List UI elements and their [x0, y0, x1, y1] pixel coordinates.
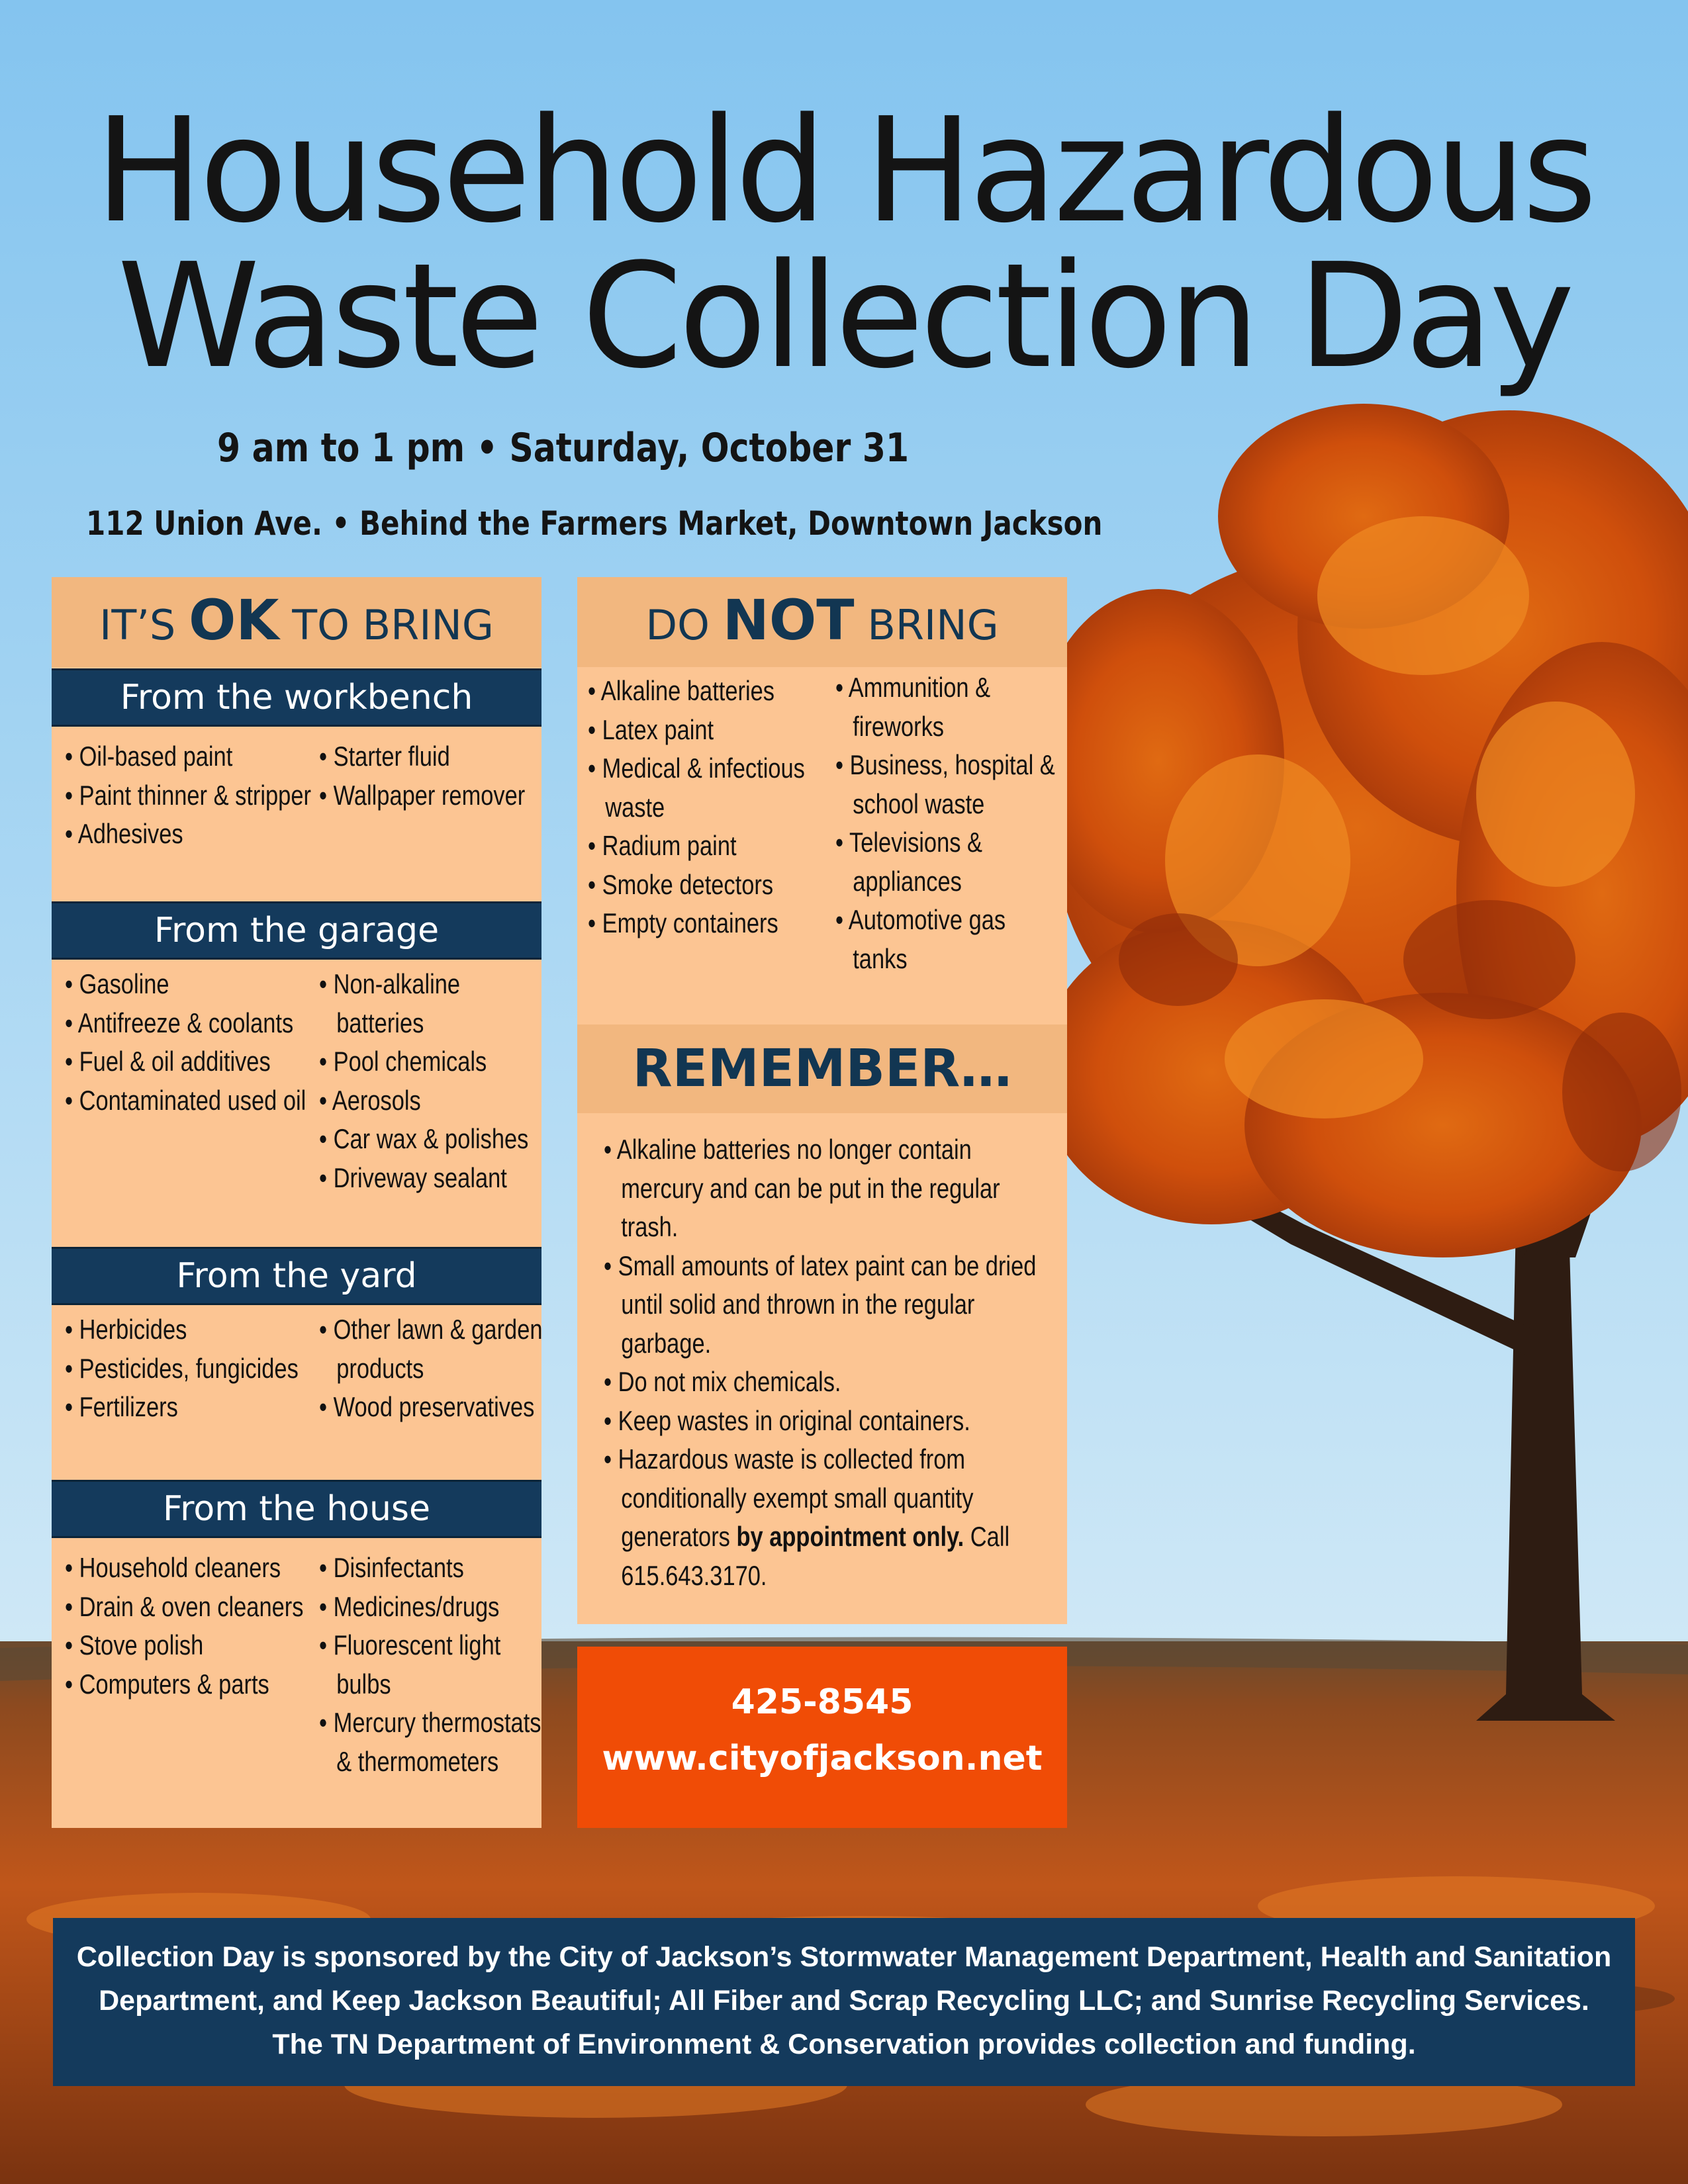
footer-line-3: The TN Department of Environment & Conservation provides collection and funding.	[272, 2028, 1416, 2060]
ok-heading-post: TO BRING	[279, 601, 494, 649]
list-item: • Disinfectants	[319, 1552, 464, 1583]
list-item: • Fluorescent light bulbs	[319, 1629, 501, 1700]
title-line-1: Household Hazardous	[95, 87, 1593, 255]
list-item: • Other lawn & garden products	[319, 1314, 543, 1384]
list-item: • Radium paint	[588, 830, 737, 861]
list-item: • Ammunition & fireworks	[835, 672, 991, 742]
remember-list	[604, 1130, 1043, 1595]
list-item: • Aerosols	[319, 1084, 421, 1116]
house-list-left	[65, 1549, 314, 1704]
not-heading-post: BRING	[854, 601, 999, 649]
list-item: • Pesticides, fungicides	[65, 1352, 299, 1384]
workbench-list-left	[65, 737, 314, 854]
list-item: • Oil-based paint	[65, 741, 233, 772]
list-item: • Pool chemicals	[319, 1046, 487, 1077]
not-heading-emphasis: NOT	[722, 588, 855, 653]
list-item: • Alkaline batteries no longer contain mercury and can be put in the regular trash.	[604, 1134, 1000, 1242]
list-item: • Stove polish	[65, 1629, 204, 1661]
list-item: • Fertilizers	[65, 1391, 178, 1422]
list-item: • Alkaline batteries	[588, 675, 775, 706]
list-item: • Herbicides	[65, 1314, 187, 1345]
list-item: • Gasoline	[65, 968, 169, 999]
list-item: • Starter fluid	[319, 741, 450, 772]
list-item: • Business, hospital & school waste	[835, 749, 1055, 819]
list-item: • Drain & oven cleaners	[65, 1590, 304, 1622]
list-item: • Medical & infectious waste	[588, 752, 805, 823]
list-item: • Wallpaper remover	[319, 779, 526, 811]
not-heading-pre: DO	[645, 601, 723, 649]
do-not-bring-heading	[577, 577, 1067, 667]
list-item: • Household cleaners	[65, 1552, 281, 1583]
yard-list-left	[65, 1310, 314, 1427]
list-item: • Paint thinner & stripper	[65, 779, 311, 811]
list-item: • Hazardous waste is collected from conditionally exempt small quantity generators by appointment only. Call 615.643.3170.	[604, 1443, 1010, 1591]
yard-list-right	[319, 1310, 553, 1427]
list-item: • Car wax & polishes	[319, 1123, 529, 1154]
workbench-list-right	[319, 737, 553, 815]
list-item: • Televisions & appliances	[835, 827, 983, 897]
list-item: • Keep wastes in original containers.	[604, 1404, 970, 1436]
list-item: • Empty containers	[588, 907, 778, 938]
list-item: • Antifreeze & coolants	[65, 1007, 294, 1038]
sponsor-footer	[53, 1918, 1635, 2086]
list-item: • Fuel & oil additives	[65, 1046, 271, 1077]
list-item: • Small amounts of latex paint can be dried until solid and thrown in the regular garbage.	[604, 1250, 1037, 1359]
list-item: • Adhesives	[65, 818, 183, 849]
garage-list-right	[319, 965, 553, 1197]
garage-section-heading: From the garage	[52, 901, 541, 960]
contact-phone: 425-8545	[731, 1682, 914, 1722]
list-item: • Non-alkaline batteries	[319, 968, 461, 1038]
list-item: • Computers & parts	[65, 1668, 269, 1700]
list-item: • Smoke detectors	[588, 868, 774, 900]
event-location: 112 Union Ave. • Behind the Farmers Market, Downtown Jackson	[86, 504, 1103, 543]
ok-to-bring-heading	[52, 577, 541, 667]
appointment-only-text: by appointment only.	[736, 1521, 964, 1552]
list-item: • Contaminated used oil	[65, 1084, 306, 1116]
ok-heading-emphasis: OK	[189, 588, 279, 653]
remember-heading: REMEMBER…	[632, 1039, 1012, 1099]
contact-website[interactable]: www.cityofjackson.net	[602, 1739, 1043, 1778]
not-bring-list-left	[588, 672, 816, 943]
event-time-date: 9 am to 1 pm • Saturday, October 31	[217, 425, 910, 471]
garage-list-left	[65, 965, 314, 1120]
remember-heading-band	[577, 1024, 1067, 1113]
list-item: • Medicines/drugs	[319, 1590, 500, 1622]
contact-box	[577, 1647, 1067, 1828]
list-item: • Wood preservatives	[319, 1391, 535, 1422]
house-list-right	[319, 1549, 553, 1781]
list-item: • Mercury thermostats & thermometers	[319, 1707, 541, 1777]
list-item: • Driveway sealant	[319, 1161, 507, 1193]
footer-line-1: Collection Day is sponsored by the City of Jackson’s Stormwater Management Department, Health and Sanitation	[76, 1941, 1612, 1973]
not-bring-list-right	[835, 668, 1063, 978]
footer-line-2: Department, and Keep Jackson Beautiful; All Fiber and Scrap Recycling LLC; and Sunrise Recycling Services.	[99, 1985, 1589, 2017]
list-item: • Automotive gas tanks	[835, 904, 1006, 974]
workbench-section-heading: From the workbench	[52, 668, 541, 727]
ok-heading-pre: IT’S	[99, 601, 189, 649]
list-item: • Do not mix chemicals.	[604, 1366, 841, 1397]
list-item: • Latex paint	[588, 713, 714, 745]
title-line-2: Waste Collection Day	[117, 233, 1571, 400]
house-section-heading: From the house	[52, 1480, 541, 1538]
yard-section-heading: From the yard	[52, 1247, 541, 1305]
